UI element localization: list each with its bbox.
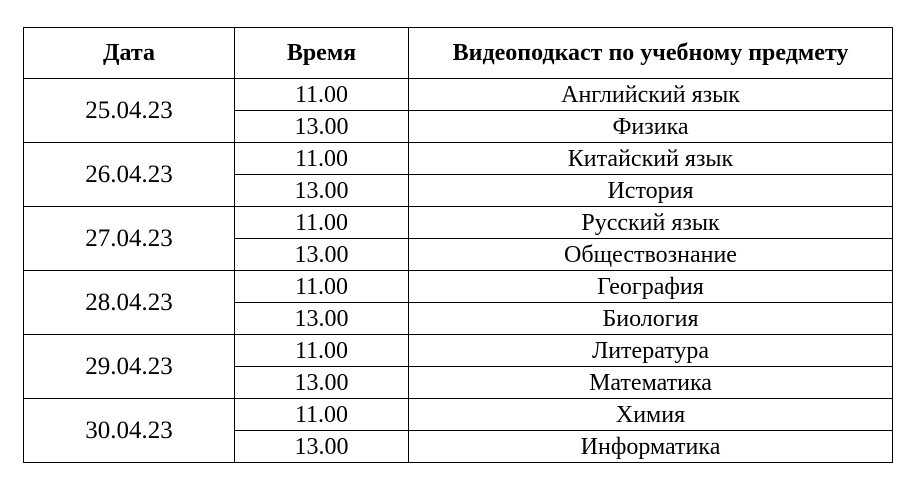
schedule-table xyxy=(23,27,893,463)
subject-cell: Русский язык xyxy=(409,207,893,239)
header-row xyxy=(24,28,893,79)
date-cell: 26.04.23 xyxy=(24,143,235,207)
date-cell: 27.04.23 xyxy=(24,207,235,271)
time-cell: 13.00 xyxy=(235,303,409,335)
subject-cell: Литература xyxy=(409,335,893,367)
subject-cell: Информатика xyxy=(409,431,893,463)
date-cell: 29.04.23 xyxy=(24,335,235,399)
time-cell: 11.00 xyxy=(235,271,409,303)
time-cell: 13.00 xyxy=(235,175,409,207)
time-cell: 13.00 xyxy=(235,367,409,399)
date-cell: 25.04.23 xyxy=(24,79,235,143)
table-row xyxy=(24,335,893,367)
header-date: Дата xyxy=(24,28,235,79)
subject-cell: Физика xyxy=(409,111,893,143)
table-row xyxy=(24,399,893,431)
date-cell: 28.04.23 xyxy=(24,271,235,335)
table-row xyxy=(24,79,893,111)
time-cell: 11.00 xyxy=(235,143,409,175)
time-cell: 11.00 xyxy=(235,335,409,367)
table-row xyxy=(24,271,893,303)
header-subject: Видеоподкаст по учебному предмету xyxy=(409,28,893,79)
subject-cell: Химия xyxy=(409,399,893,431)
subject-cell: Математика xyxy=(409,367,893,399)
date-cell: 30.04.23 xyxy=(24,399,235,463)
table-row xyxy=(24,207,893,239)
subject-cell: История xyxy=(409,175,893,207)
subject-cell: Китайский язык xyxy=(409,143,893,175)
subject-cell: Обществознание xyxy=(409,239,893,271)
time-cell: 13.00 xyxy=(235,111,409,143)
time-cell: 13.00 xyxy=(235,239,409,271)
time-cell: 11.00 xyxy=(235,207,409,239)
header-time: Время xyxy=(235,28,409,79)
time-cell: 13.00 xyxy=(235,431,409,463)
subject-cell: Биология xyxy=(409,303,893,335)
subject-cell: Английский язык xyxy=(409,79,893,111)
time-cell: 11.00 xyxy=(235,79,409,111)
time-cell: 11.00 xyxy=(235,399,409,431)
table-row xyxy=(24,143,893,175)
subject-cell: География xyxy=(409,271,893,303)
